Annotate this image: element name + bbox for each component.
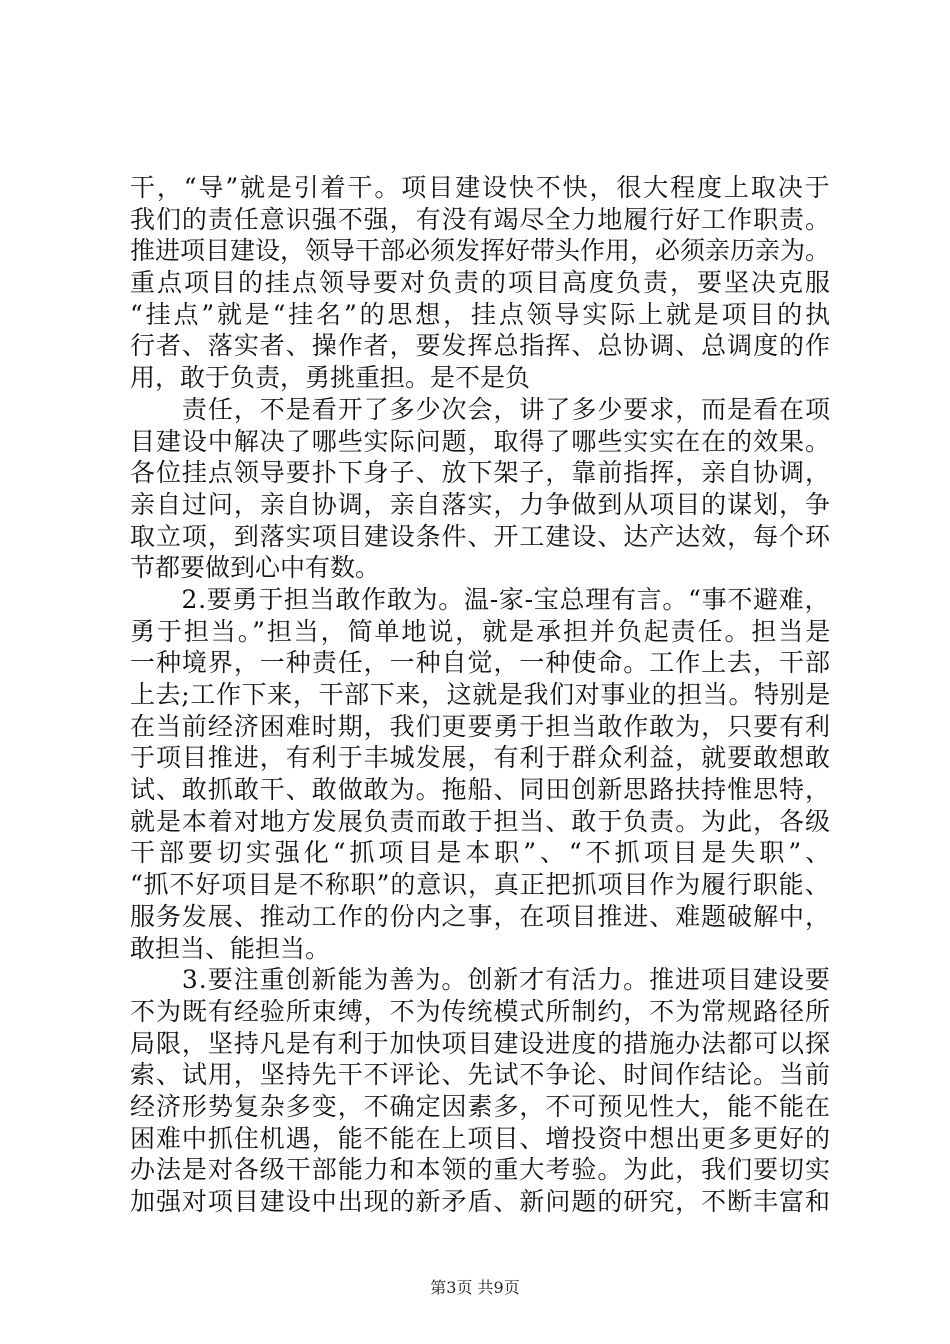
text-line: 上去;工作下来，干部下来，这就是我们对事业的担当。特别是 [130,680,832,709]
text-line: 加强对项目建设中出现的新矛盾、新问题的研究，不断丰富和 [130,1187,831,1216]
text-line: 推进项目建设，领导干部必须发挥好带头作用，必须亲历亲为。 [130,236,831,266]
text-line: 勇于担当。”担当，简单地说，就是承担并负起责任。担当是 [130,616,833,646]
text-line: 服务发展、推动工作的份内之事，在项目推进、难题破解中， [130,901,831,931]
text-line: 重点项目的挂点领导要对负责的项目高度负责，要坚决克服 [130,268,833,298]
text-line: 经济形势复杂多变，不确定因素多，不可预见性大，能不能在 [130,1091,831,1121]
text-line: 各位挂点领导要扑下身子、放下架子，靠前指挥，亲自协调， [130,458,831,488]
text-line: 敢担当、能担当。 [130,933,331,963]
text-line: 用，敢于负责，勇挑重担。是不是负 [130,363,531,393]
text-line: 节都要做到心中有数。 [130,553,381,583]
text-line: 局限，坚持凡是有利于加快项目建设进度的措施办法都可以探 [130,1028,831,1058]
text-line: 干，“导”就是引着干。项目建设快不快，很大程度上取决于 [130,173,832,202]
text-line: 我们的责任意识强不强，有没有竭尽全力地履行好工作职责。 [130,204,831,234]
text-line: 在当前经济困难时期，我们更要勇于担当敢作敢为，只要有利 [130,711,831,741]
text-line: 索、试用，坚持先干不评论、先试不争论、时间作结论。当前 [130,1060,831,1090]
text-line: 不为既有经验所束缚，不为传统模式所制约，不为常规路径所 [130,996,831,1026]
text-line: 就是本着对地方发展负责而敢于担当、敢于负责。为此，各级 [130,806,831,836]
text-line: “挂点”就是“挂名”的思想，挂点领导实际上就是项目的执 [130,299,833,329]
text-line: 困难中抓住机遇，能不能在上项目、增投资中想出更多更好的 [130,1123,831,1153]
text-line: 2.要勇于担当敢作敢为。温-家-宝总理有言。“事不避难， [130,584,831,614]
text-line: 3.要注重创新能为善为。创新才有活力。推进项目建设要 [130,965,831,995]
text-line: 试、敢抓敢干、敢做敢为。拖船、同田创新思路扶持惟思特， [130,775,831,805]
text-line: 亲自过问，亲自协调，亲自落实，力争做到从项目的谋划，争 [130,489,831,519]
text-line: 取立项，到落实项目建设条件、开工建设、达产达效，每个环 [130,521,831,551]
text-line: 行者、落实者、操作者，要发挥总指挥、总协调、总调度的作 [130,331,831,361]
text-line: 干部要切实强化“抓项目是本职”、“不抓项目是失职”、 [130,838,835,868]
text-line: 目建设中解决了哪些实际问题，取得了哪些实实在在的效果。 [130,426,831,456]
text-line: 于项目推进，有利于丰城发展，有利于群众利益，就要敢想敢 [130,743,831,773]
text-line: 责任，不是看开了多少次会，讲了多少要求，而是看在项 [130,394,831,424]
document-body [130,172,835,1218]
text-line: “抓不好项目是不称职”的意识，真正把抓项目作为履行职能、 [130,870,831,900]
page-footer: 第3页 共9页 [430,1278,520,1297]
text-line: 一种境界，一种责任，一种自觉，一种使命。工作上去，干部 [130,648,831,678]
text-line: 办法是对各级干部能力和本领的重大考验。为此，我们要切实 [130,1155,831,1185]
